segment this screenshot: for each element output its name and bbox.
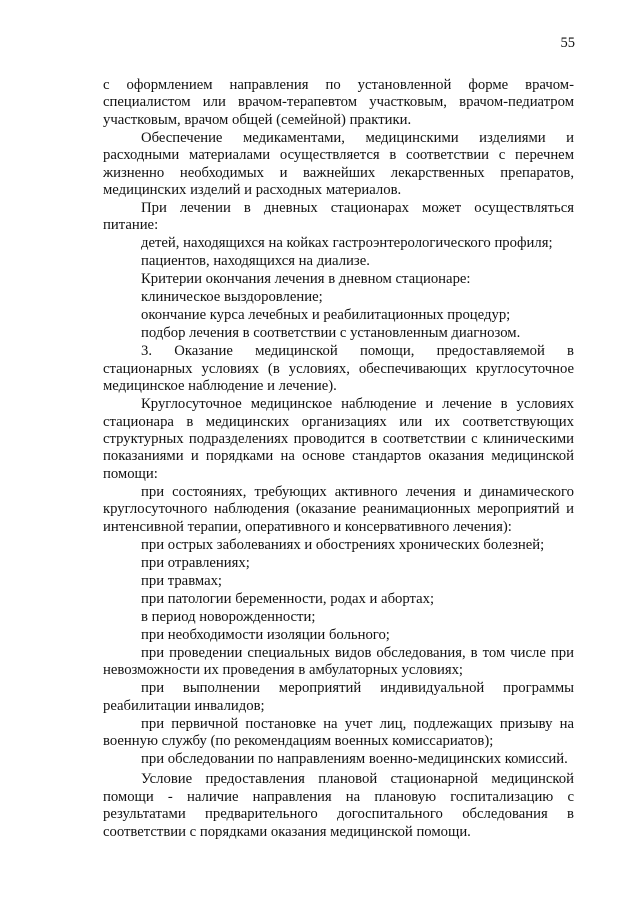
paragraph-planned-care-condition: Условие предоставления плановой стационарной медицинской помощи - наличие направления на плановую госпитализацию с результатами предварительного догоспитального обследования в соответствии с порядками оказания медицинской помощи. [103,771,574,840]
list-item: при отравлениях; [141,554,250,571]
paragraph-day-hospital-nutrition: При лечении в дневных стационарах может осуществляться питание: [103,200,574,234]
list-item: клиническое выздоровление; [141,289,323,306]
list-item: детей, находящихся на койках гастроэнтерологического профиля; [141,235,553,252]
paragraph-medications: Обеспечение медикаментами, медицинскими изделиями и расходными материалами осуществляется в соответствии с перечнем жизненно необходимых и важнейших лекарственных препаратов, медицинских изделий и расходных материалов. [103,129,574,199]
list-item: окончание курса лечебных и реабилитационных процедур; [141,307,511,324]
paragraph-referral: с оформлением направления по установленной форме врачом-специалистом или врачом-терапевтом участковым, врачом-педиатром участковым, врачом общей (семейной) практики. [103,77,574,128]
list-item: при травмах; [141,572,223,589]
list-item: подбор лечения в соответствии с установленным диагнозом. [141,325,521,342]
list-item: при необходимости изоляции больного; [141,626,390,643]
list-item: в период новорожденности; [141,608,316,625]
list-item: пациентов, находящихся на диализе. [141,253,370,270]
paragraph-round-the-clock: Круглосуточное медицинское наблюдение и лечение в условиях стационара в медицинских организациях или их соответствующих структурных подразделениях проводится в соответствии с клиническими показаниями и порядками на основе стандартов оказания медицинской помощи: [103,396,574,482]
section-heading-inpatient-care: 3. Оказание медицинской помощи, предоставляемой в стационарных условиях (в условиях, обеспечивающих круглосуточное медицинское наблюдение и лечение). [103,343,574,395]
list-item: при первичной постановке на учет лиц, подлежащих призыву на военную службу (по рекомендациям военных комиссариатов); [103,715,574,749]
page-number: 55 [560,35,575,51]
list-item: при выполнении мероприятий индивидуальной программы реабилитации инвалидов; [103,680,574,714]
document-body [103,77,574,841]
list-item: при патологии беременности, родах и абортах; [141,590,435,607]
list-item: при острых заболеваниях и обострениях хронических болезней; [141,536,545,553]
list-item: Критерии окончания лечения в дневном стационаре: [141,271,471,288]
paragraph-active-treatment: при состояниях, требующих активного лечения и динамического круглосуточного наблюдения (оказание реанимационных мероприятий и интенсивной терапии, оперативного и консервативного лечения): [103,483,574,535]
list-item: при обследовании по направлениям военно-медицинских комиссий. [141,750,568,767]
list-item: при проведении специальных видов обследования, в том числе при невозможности их проведения в амбулаторных условиях; [103,644,574,679]
